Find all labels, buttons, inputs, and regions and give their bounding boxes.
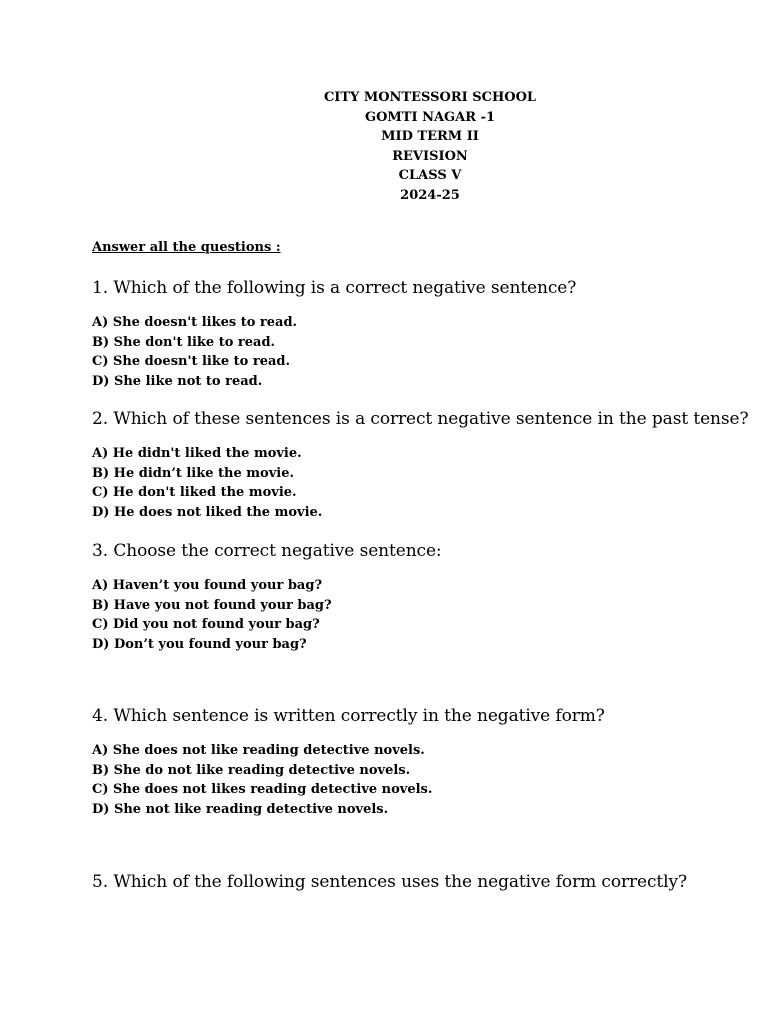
instruction-text: Answer all the questions : — [92, 240, 281, 255]
option-b: B) She don't like to read. — [92, 334, 276, 350]
school-branch: GOMTI NAGAR -1 — [364, 109, 496, 125]
question-4 — [92, 705, 752, 819]
answer-options — [92, 741, 752, 819]
option-a: A) She doesn't likes to read. — [92, 315, 298, 330]
class-level: CLASS V — [398, 168, 462, 183]
exam-term: MID TERM II — [381, 129, 479, 144]
option-c: C) Did you not found your bag? — [92, 617, 320, 632]
academic-year: 2024-25 — [400, 187, 460, 203]
option-d: D) He does not liked the movie. — [92, 504, 323, 520]
document-type: REVISION — [392, 148, 468, 164]
option-a: A) He didn't liked the movie. — [92, 446, 302, 461]
question-text: 1. Which of the following is a correct negative sentence? — [92, 278, 577, 298]
document-header — [0, 88, 768, 205]
option-d: D) She not like reading detective novels. — [92, 801, 389, 817]
option-d: D) She like not to read. — [92, 373, 263, 389]
question-text: 4. Which sentence is written correctly in the negative form? — [92, 706, 605, 726]
option-c: C) She does not likes reading detective novels. — [92, 782, 433, 797]
option-b: B) Have you not found your bag? — [92, 597, 332, 613]
question-3 — [92, 540, 752, 654]
option-c: C) He don't liked the movie. — [92, 485, 297, 500]
question-5 — [92, 871, 752, 893]
option-b: B) She do not like reading detective novels. — [92, 762, 411, 778]
option-d: D) Don’t you found your bag? — [92, 636, 307, 652]
question-2 — [92, 408, 752, 522]
answer-options — [92, 444, 752, 522]
question-1 — [92, 277, 752, 391]
option-a: A) Haven’t you found your bag? — [92, 578, 323, 593]
question-text: 3. Choose the correct negative sentence: — [92, 541, 442, 561]
option-b: B) He didn’t like the movie. — [92, 465, 295, 481]
question-text: 2. Which of these sentences is a correct negative sentence in the past tense? — [92, 409, 749, 429]
answer-options — [92, 576, 752, 654]
question-text: 5. Which of the following sentences uses the negative form correctly? — [92, 872, 687, 892]
school-name: CITY MONTESSORI SCHOOL — [323, 90, 537, 105]
option-a: A) She does not like reading detective novels. — [92, 743, 425, 758]
answer-options — [92, 313, 752, 391]
option-c: C) She doesn't like to read. — [92, 354, 291, 369]
